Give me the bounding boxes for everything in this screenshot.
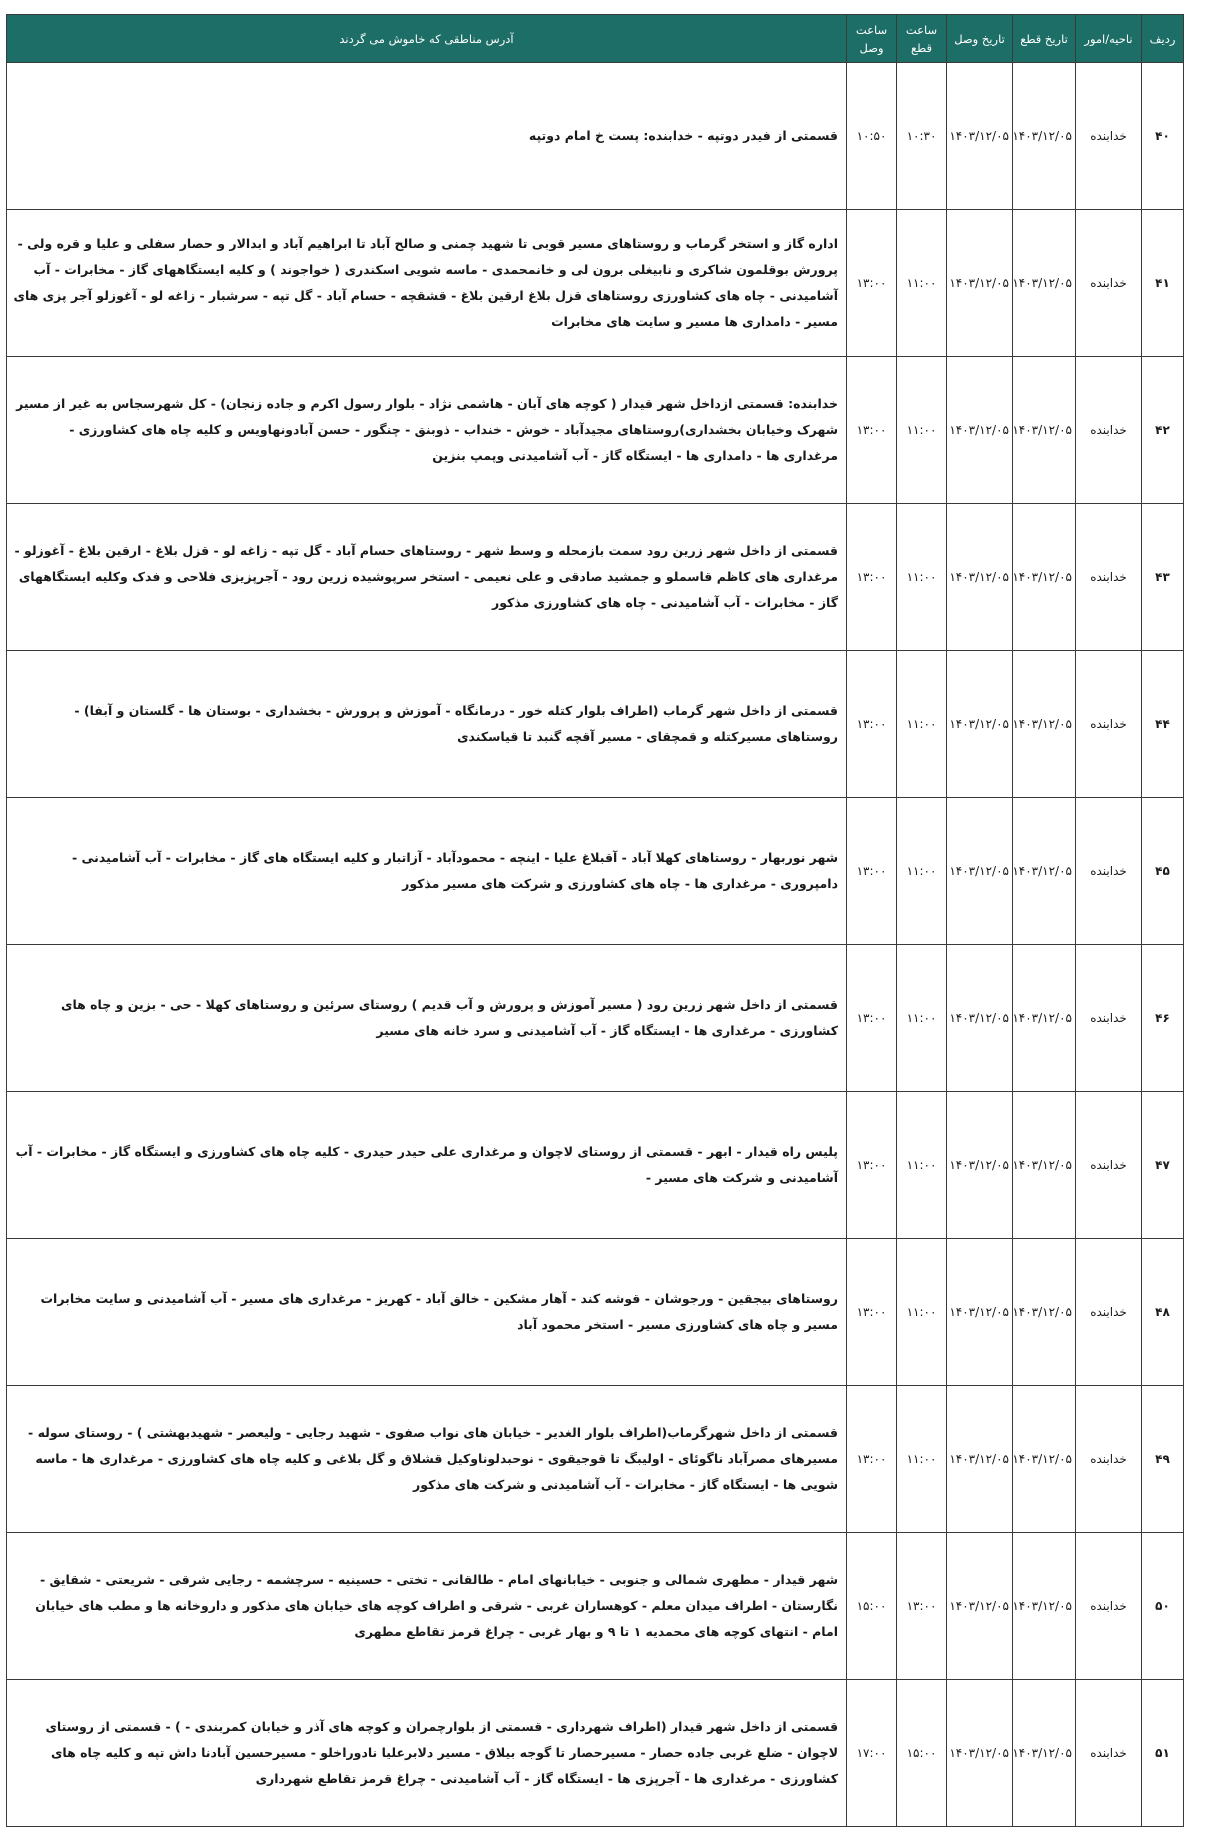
table-row — [7, 504, 1184, 651]
cell-connect-time: ۱۳:۰۰ — [847, 651, 897, 798]
cell-cut-time: ۱۱:۰۰ — [897, 1386, 947, 1533]
cell-district: خدابنده — [1076, 798, 1142, 945]
cell-cut-time: ۱۱:۰۰ — [897, 357, 947, 504]
header-row-number: ردیف — [1142, 15, 1184, 63]
cell-connect-date: ۱۴۰۳/۱۲/۰۵ — [947, 1092, 1013, 1239]
cell-cut-time: ۱۳:۰۰ — [897, 1533, 947, 1680]
table-row — [7, 945, 1184, 1092]
table-row — [7, 357, 1184, 504]
cell-cut-date: ۱۴۰۳/۱۲/۰۵ — [1013, 945, 1076, 1092]
cell-row-number: ۴۵ — [1142, 798, 1184, 945]
cell-cut-time: ۱۱:۰۰ — [897, 945, 947, 1092]
cell-row-number: ۴۰ — [1142, 63, 1184, 210]
cell-connect-time: ۱۰:۵۰ — [847, 63, 897, 210]
table-row — [7, 1092, 1184, 1239]
cell-district: خدابنده — [1076, 1533, 1142, 1680]
cell-connect-date: ۱۴۰۳/۱۲/۰۵ — [947, 1386, 1013, 1533]
cell-district: خدابنده — [1076, 63, 1142, 210]
cell-connect-time: ۱۳:۰۰ — [847, 1386, 897, 1533]
cell-district: خدابنده — [1076, 210, 1142, 357]
cell-cut-time: ۱۵:۰۰ — [897, 1680, 947, 1827]
cell-row-number: ۴۲ — [1142, 357, 1184, 504]
cell-address: روستاهای بیجقین - ورجوشان - قوشه کند - آهار مشکین - خالق آباد - کهریز - مرغداری های مسیر - آب آشامیدنی و سایت مخابرات مسیر و چاه های کشاورزی مسیر - استخر محمود آباد — [7, 1239, 847, 1386]
cell-address: قسمتی از فیدر دوتپه - خدابنده: پست خ امام دوتپه — [7, 63, 847, 210]
cell-connect-time: ۱۳:۰۰ — [847, 210, 897, 357]
cell-district: خدابنده — [1076, 945, 1142, 1092]
cell-address: قسمتی از داخل شهر زرین رود ( مسیر آموزش و پرورش و آب قدیم ) روستای سرئین و روستاهای کهلا - حی - بزین و چاه های کشاورزی - مرغداری ها - ایستگاه گاز - آب آشامیدنی و سرد خانه های مسیر — [7, 945, 847, 1092]
table-row — [7, 1680, 1184, 1827]
table-header-row — [7, 15, 1184, 63]
cell-row-number: ۴۱ — [1142, 210, 1184, 357]
cell-cut-date: ۱۴۰۳/۱۲/۰۵ — [1013, 1092, 1076, 1239]
cell-address: قسمتی از داخل شهر قیدار (اطراف شهرداری - قسمتی از بلوارچمران و کوچه های آذر و خیابان کمربندی - ) - قسمتی از روستای لاچوان - ضلع غربی جاده حصار - مسیرحصار تا گوجه بیلاق - مسیر دلابرعلیا نادوراخلو - مسیرحسین آبادنا داش تپه و کلیه چاه های کشاورزی - مرغداری ها - آجرپزی ها - ایستگاه گاز - آب آشامیدنی - چراغ قرمز تقاطع شهرداری — [7, 1680, 847, 1827]
cell-connect-time: ۱۳:۰۰ — [847, 504, 897, 651]
outage-table — [6, 14, 1184, 1827]
cell-cut-time: ۱۱:۰۰ — [897, 210, 947, 357]
cell-connect-time: ۱۳:۰۰ — [847, 1239, 897, 1386]
cell-cut-date: ۱۴۰۳/۱۲/۰۵ — [1013, 504, 1076, 651]
cell-address: قسمتی از داخل شهرگرماب(اطراف بلوار الغدیر - خیابان های نواب صفوی - شهید رجایی - ولیعصر - شهیدبهشتی ) - روستای سوله - مسیرهای مصرآباد ناگوئای - اولیبگ تا قوجیقوی - نوحبدلوناوکیل قشلاق و گل بلاغی و کلیه چاه های کشاورزی - مرغداری ها - ماسه شویی ها - ایستگاه گاز - مخابرات - آب آشامیدنی و شرکت های مذکور — [7, 1386, 847, 1533]
cell-district: خدابنده — [1076, 504, 1142, 651]
cell-connect-time: ۱۳:۰۰ — [847, 1092, 897, 1239]
cell-cut-date: ۱۴۰۳/۱۲/۰۵ — [1013, 651, 1076, 798]
cell-cut-date: ۱۴۰۳/۱۲/۰۵ — [1013, 357, 1076, 504]
cell-cut-date: ۱۴۰۳/۱۲/۰۵ — [1013, 1239, 1076, 1386]
cell-cut-date: ۱۴۰۳/۱۲/۰۵ — [1013, 1386, 1076, 1533]
table-row — [7, 798, 1184, 945]
cell-address: شهر نوربهار - روستاهای کهلا آباد - آقبلاغ علیا - اینچه - محمودآباد - آزاتبار و کلیه ایستگاه های گاز - مخابرات - آب آشامیدنی - دامپروری - مرغداری ها - چاه های کشاورزی و شرکت های مسیر مذکور — [7, 798, 847, 945]
header-connect-date: تاریخ وصل — [947, 15, 1013, 63]
cell-district: خدابنده — [1076, 1092, 1142, 1239]
cell-district: خدابنده — [1076, 1386, 1142, 1533]
cell-connect-date: ۱۴۰۳/۱۲/۰۵ — [947, 798, 1013, 945]
cell-connect-date: ۱۴۰۳/۱۲/۰۵ — [947, 651, 1013, 798]
cell-district: خدابنده — [1076, 1239, 1142, 1386]
table-row — [7, 63, 1184, 210]
cell-row-number: ۴۶ — [1142, 945, 1184, 1092]
cell-cut-date: ۱۴۰۳/۱۲/۰۵ — [1013, 63, 1076, 210]
cell-address: قسمتی از داخل شهر گرماب (اطراف بلوار کتله خور - درمانگاه - آموزش و پرورش - بخشداری - بوستان ها - گلستان و آبفا) - روستاهای مسیرکتله و قمچقای - مسیر آقچه گنبد تا قیاسکندی — [7, 651, 847, 798]
cell-connect-time: ۱۵:۰۰ — [847, 1533, 897, 1680]
cell-cut-date: ۱۴۰۳/۱۲/۰۵ — [1013, 1533, 1076, 1680]
cell-cut-date: ۱۴۰۳/۱۲/۰۵ — [1013, 1680, 1076, 1827]
cell-cut-time: ۱۱:۰۰ — [897, 1092, 947, 1239]
cell-connect-date: ۱۴۰۳/۱۲/۰۵ — [947, 1239, 1013, 1386]
cell-cut-time: ۱۱:۰۰ — [897, 1239, 947, 1386]
cell-address: اداره گاز و استخر گرماب و روستاهای مسیر قوبی تا شهید چمنی و صالح آباد تا ابراهیم آباد و ابدالار و حصار سفلی و علیا و قره ولی - پرورش بوقلمون شاکری و نابیغلی برون لی و خانمحمدی - ماسه شویی اسکندری ( خواجوند ) و کلیه ایستگاههای گاز - مخابرات - آب آشامیدنی - چاه های کشاورزی روستاهای قزل بلاغ ارقین بلاغ - قشقچه - حسام آباد - گل تپه - سرشبار - زاغه لو - آغوزلو آجر پزی های مسیر - دامداری ها مسیر و سایت های مخابرات — [7, 210, 847, 357]
header-address: آدرس مناطقی که خاموش می گردند — [7, 15, 847, 63]
cell-cut-time: ۱۱:۰۰ — [897, 651, 947, 798]
cell-cut-date: ۱۴۰۳/۱۲/۰۵ — [1013, 798, 1076, 945]
outage-schedule — [6, 14, 1183, 1827]
cell-address: پلیس راه قیدار - ابهر - قسمتی از روستای لاچوان و مرغداری علی حیدر حیدری - کلیه چاه های کشاورزی و ایستگاه گاز - مخابرات - آب آشامیدنی و شرکت های مسیر - — [7, 1092, 847, 1239]
cell-cut-time: ۱۰:۳۰ — [897, 63, 947, 210]
cell-address: شهر قیدار - مطهری شمالی و جنوبی - خیابانهای امام - طالقانی - تختی - حسینیه - سرچشمه - رجایی شرقی - شریعتی - شقایق - نگارستان - اطراف میدان معلم - کوهساران غربی - شرقی و اطراف کوچه های خیابان های مذکور و داروخانه ها و مطب های خیابان امام - انتهای کوچه های محمدیه ۱ تا ۹ و بهار غربی - چراغ قرمز تقاطع مطهری — [7, 1533, 847, 1680]
cell-connect-date: ۱۴۰۳/۱۲/۰۵ — [947, 945, 1013, 1092]
cell-connect-time: ۱۳:۰۰ — [847, 798, 897, 945]
cell-connect-date: ۱۴۰۳/۱۲/۰۵ — [947, 1680, 1013, 1827]
cell-district: خدابنده — [1076, 357, 1142, 504]
cell-row-number: ۴۴ — [1142, 651, 1184, 798]
cell-address: خدابنده: قسمتی ازداخل شهر قیدار ( کوچه های آبان - هاشمی نژاد - بلوار رسول اکرم و جاده زنجان) - کل شهرسجاس به غیر از مسیر شهرک وخیابان بخشداری)روستاهای مجیدآباد - خوش - خنداب - ذوبنق - چنگور - حسن آبادونهاویس و کلیه چاه های کشاورزی - مرغداری ها - دامداری ها - ایستگاه گاز - آب آشامیدنی وپمپ بنزین — [7, 357, 847, 504]
table-row — [7, 1533, 1184, 1680]
cell-row-number: ۴۷ — [1142, 1092, 1184, 1239]
cell-connect-date: ۱۴۰۳/۱۲/۰۵ — [947, 1533, 1013, 1680]
header-cut-date: تاریخ قطع — [1013, 15, 1076, 63]
cell-cut-time: ۱۱:۰۰ — [897, 798, 947, 945]
cell-connect-time: ۱۷:۰۰ — [847, 1680, 897, 1827]
header-district: ناحیه/امور — [1076, 15, 1142, 63]
cell-connect-date: ۱۴۰۳/۱۲/۰۵ — [947, 504, 1013, 651]
cell-connect-date: ۱۴۰۳/۱۲/۰۵ — [947, 357, 1013, 504]
header-connect-time: ساعت وصل — [847, 15, 897, 63]
cell-row-number: ۴۹ — [1142, 1386, 1184, 1533]
cell-connect-date: ۱۴۰۳/۱۲/۰۵ — [947, 63, 1013, 210]
cell-row-number: ۴۸ — [1142, 1239, 1184, 1386]
cell-row-number: ۴۳ — [1142, 504, 1184, 651]
cell-district: خدابنده — [1076, 651, 1142, 798]
cell-district: خدابنده — [1076, 1680, 1142, 1827]
table-row — [7, 651, 1184, 798]
table-row — [7, 1239, 1184, 1386]
cell-row-number: ۵۰ — [1142, 1533, 1184, 1680]
header-cut-time: ساعت قطع — [897, 15, 947, 63]
table-row — [7, 210, 1184, 357]
cell-row-number: ۵۱ — [1142, 1680, 1184, 1827]
cell-connect-time: ۱۳:۰۰ — [847, 357, 897, 504]
cell-connect-time: ۱۳:۰۰ — [847, 945, 897, 1092]
cell-cut-time: ۱۱:۰۰ — [897, 504, 947, 651]
cell-cut-date: ۱۴۰۳/۱۲/۰۵ — [1013, 210, 1076, 357]
table-row — [7, 1386, 1184, 1533]
cell-connect-date: ۱۴۰۳/۱۲/۰۵ — [947, 210, 1013, 357]
cell-address: قسمتی از داخل شهر زرین رود سمت بازمحله و وسط شهر - روستاهای حسام آباد - گل تپه - زاغه لو - قزل بلاغ - ارقین بلاغ - آغوزلو - مرغداری های کاظم قاسملو و جمشید صادقی و علی نعیمی - استخر سرپوشیده زرین رود - آجرپزیزی فلاحی و فدک وکلیه ایستگاههای گاز - مخابرات - آب آشامیدنی - چاه های کشاورزی مذکور — [7, 504, 847, 651]
